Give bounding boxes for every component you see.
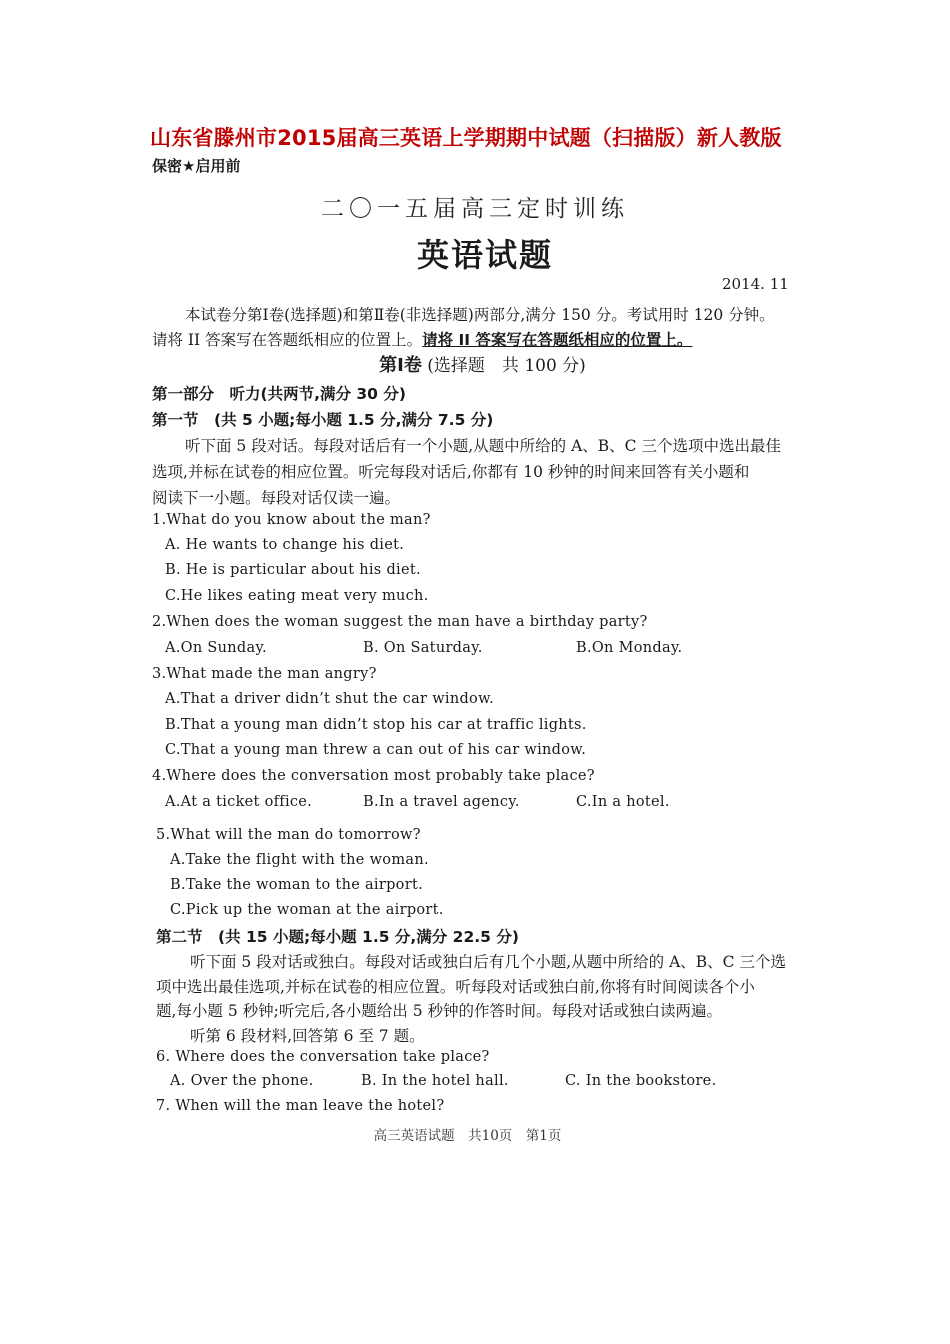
section-1-instructions-2: 选项,并标在试卷的相应位置。听完每段对话后,你都有 10 秒钟的时间来回答有关小题和 bbox=[152, 463, 750, 481]
question-7: 7. When will the man leave the hotel? bbox=[156, 1098, 445, 1114]
intro-line-2-plain: 请将 II 答案写在答题纸相应的位置上。 bbox=[152, 331, 423, 349]
question-4-option-a: A.At a ticket office. bbox=[165, 794, 313, 810]
question-3-option-b: B.That a young man didn’t stop his car at traffic lights. bbox=[165, 717, 587, 733]
volume-1-heading bbox=[0, 351, 950, 377]
question-6-option-c: C. In the bookstore. bbox=[565, 1073, 717, 1089]
section-2-instructions-3: 题,每小题 5 秒钟;听完后,各小题给出 5 秒钟的作答时间。每段对话或独白读两遍。 bbox=[156, 1002, 723, 1020]
volume-1-note: (选择题 共 100 分) bbox=[427, 356, 586, 376]
intro-line-2 bbox=[152, 328, 692, 350]
question-4-option-b: B.In a travel agency. bbox=[363, 794, 520, 810]
question-3-option-c: C.That a young man threw a can out of his car window. bbox=[165, 742, 587, 758]
question-1-option-c: C.He likes eating meat very much. bbox=[165, 588, 429, 604]
question-6: 6. Where does the conversation take place? bbox=[156, 1049, 490, 1065]
question-4-option-c: C.In a hotel. bbox=[576, 794, 670, 810]
question-5-option-a: A.Take the flight with the woman. bbox=[170, 852, 429, 868]
confidential-label: 保密★启用前 bbox=[152, 157, 241, 175]
question-6-option-b: B. In the hotel hall. bbox=[361, 1073, 509, 1089]
question-3-option-a: A.That a driver didn’t shut the car window. bbox=[165, 691, 494, 707]
exam-subject-title: 英语试题 bbox=[416, 236, 553, 274]
section-2-instructions-2: 项中选出最佳选项,并标在试卷的相应位置。听每段对话或独白前,你将有时间阅读各个小 bbox=[156, 978, 755, 996]
question-5: 5.What will the man do tomorrow? bbox=[156, 827, 421, 843]
volume-1-label: 第Ⅰ卷 bbox=[379, 355, 422, 376]
document-title: 山东省滕州市2015届高三英语上学期期中试题（扫描版）新人教版 bbox=[150, 126, 782, 150]
question-1: 1.What do you know about the man? bbox=[152, 512, 431, 528]
part-1-heading: 第一部分 听力(共两节,满分 30 分) bbox=[152, 385, 406, 403]
question-5-option-c: C.Pick up the woman at the airport. bbox=[170, 902, 444, 918]
section-1-instructions-1: 听下面 5 段对话。每段对话后有一个小题,从题中所给的 A、B、C 三个选项中选出最佳 bbox=[185, 437, 781, 455]
question-1-option-a: A. He wants to change his diet. bbox=[165, 537, 405, 553]
exam-date: 2014. 11 bbox=[722, 275, 789, 293]
question-3: 3.What made the man angry? bbox=[152, 666, 377, 682]
section-1-heading: 第一节 (共 5 小题;每小题 1.5 分,满分 7.5 分) bbox=[152, 411, 494, 429]
section-2-instructions-4: 听第 6 段材料,回答第 6 至 7 题。 bbox=[190, 1027, 425, 1045]
page-footer: 高三英语试题 共10页 第1页 bbox=[373, 1128, 562, 1144]
intro-line-2-underlined: 请将 II 答案写在答题纸相应的位置上。 bbox=[422, 331, 693, 349]
section-1-instructions-3: 阅读下一小题。每段对话仅读一遍。 bbox=[152, 489, 401, 507]
question-6-option-a: A. Over the phone. bbox=[170, 1073, 314, 1089]
exam-series-title: 二〇一五届高三定时训练 bbox=[321, 196, 629, 222]
section-2-instructions-1: 听下面 5 段对话或独白。每段对话或独白后有几个小题,从题中所给的 A、B、C 三个选 bbox=[190, 953, 786, 971]
question-5-option-b: B.Take the woman to the airport. bbox=[170, 877, 423, 893]
intro-line-1: 本试卷分第Ⅰ卷(选择题)和第Ⅱ卷(非选择题)两部分,满分 150 分。考试用时 120 分钟。 bbox=[185, 306, 775, 324]
question-1-option-b: B. He is particular about his diet. bbox=[165, 562, 421, 578]
question-2-option-a: A.On Sunday. bbox=[165, 640, 267, 656]
question-2: 2.When does the woman suggest the man have a birthday party? bbox=[152, 614, 648, 630]
question-2-option-c: B.On Monday. bbox=[576, 640, 683, 656]
question-4: 4.Where does the conversation most probably take place? bbox=[152, 768, 595, 784]
question-2-option-b: B. On Saturday. bbox=[363, 640, 483, 656]
section-2-heading: 第二节 (共 15 小题;每小题 1.5 分,满分 22.5 分) bbox=[156, 928, 519, 946]
